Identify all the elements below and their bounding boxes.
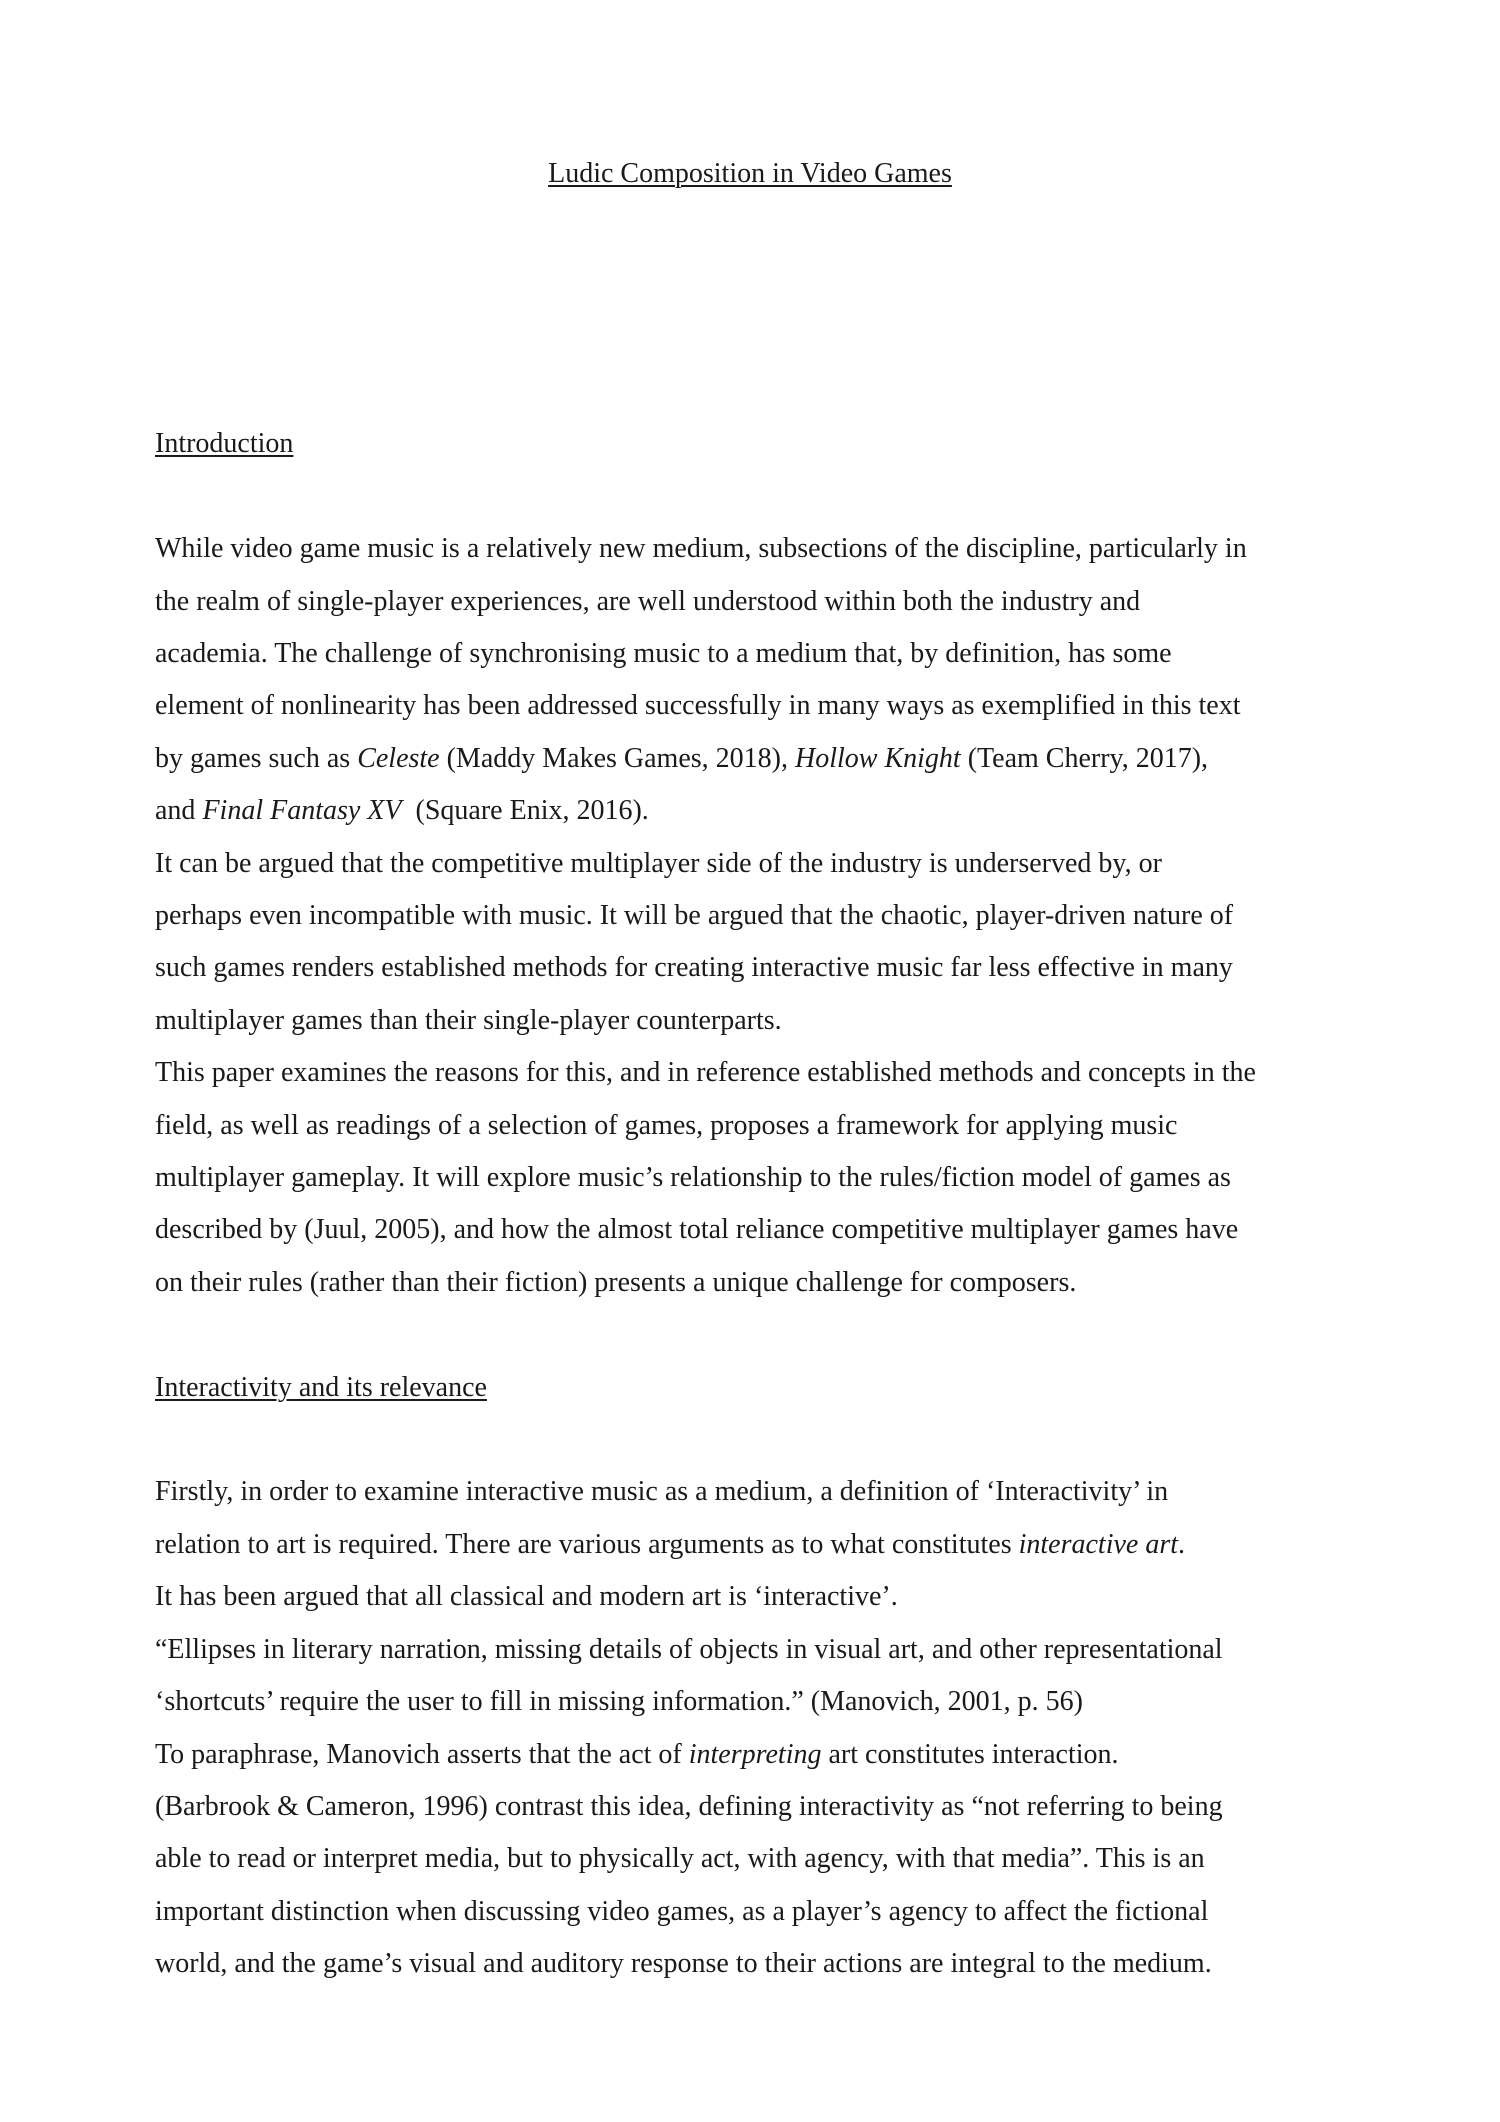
text-run: such games renders established methods for creating interactive music far less effective in many: [155, 952, 1233, 984]
document-body: [0, 148, 1500, 1991]
text-run: the realm of single-player experiences, are well understood within both the industry and: [155, 585, 1141, 617]
text-run: by games such as: [155, 742, 358, 774]
text-line: [155, 995, 1345, 1047]
text-line: [155, 628, 1345, 680]
text-run: (Square Enix, 2016).: [401, 795, 649, 827]
text-line: [155, 1519, 1345, 1571]
text-run: element of nonlinearity has been addressed successfully in many ways as exemplified in this text: [155, 690, 1241, 722]
italic-text-run: Celeste: [357, 742, 440, 774]
section-heading: Interactivity and its relevance: [155, 1371, 487, 1403]
text-line: [155, 1571, 1345, 1623]
document-title: Ludic Composition in Video Games: [548, 158, 952, 189]
paragraph: [155, 1781, 1345, 1991]
text-line: [155, 890, 1345, 942]
italic-text-run: Hollow Knight: [794, 742, 961, 774]
text-run: multiplayer games than their single-player counterparts.: [155, 1004, 782, 1036]
text-run: perhaps even incompatible with music. It will be argued that the chaotic, player-driven nature of: [155, 900, 1234, 932]
section-heading: Introduction: [155, 428, 294, 460]
text-run: academia. The challenge of synchronising music to a medium that, by definition, has some: [155, 638, 1172, 670]
text-line: [155, 785, 1345, 837]
text-line: [155, 1781, 1345, 1833]
text-line: [155, 1257, 1345, 1309]
italic-text-run: Final Fantasy XV: [202, 795, 402, 827]
text-run: art constitutes interaction.: [821, 1738, 1119, 1770]
text-run: It can be argued that the competitive multiplayer side of the industry is underserved by, or: [155, 847, 1162, 879]
text-line: [155, 1100, 1345, 1152]
text-run: This paper examines the reasons for this, and in reference established methods and concepts in the: [155, 1057, 1256, 1089]
text-run: It has been argued that all classical and modern art is ‘interactive’.: [155, 1581, 898, 1613]
text-run: (Team Cherry, 2017),: [960, 742, 1209, 774]
text-line: [155, 1886, 1345, 1938]
text-run: Firstly, in order to examine interactive music as a medium, a definition of ‘Interactivity’ in: [155, 1476, 1169, 1508]
text-line: [155, 733, 1345, 785]
text-line: [155, 942, 1345, 994]
text-line: [155, 838, 1345, 890]
text-line: [155, 1624, 1345, 1676]
text-line: [155, 523, 1345, 575]
text-run: While video game music is a relatively new medium, subsections of the discipline, particularly in: [155, 533, 1247, 565]
text-line: [155, 1729, 1345, 1781]
text-run: field, as well as readings of a selection of games, proposes a framework for applying music: [155, 1109, 1178, 1141]
paragraph: [155, 1729, 1345, 1781]
text-line: [155, 1204, 1345, 1256]
text-run: and: [155, 795, 203, 827]
text-run: (Maddy Makes Games, 2018),: [439, 742, 795, 774]
text-line: [155, 1466, 1345, 1518]
paragraph: [155, 1624, 1345, 1729]
text-run: (Barbrook & Cameron, 1996) contrast this idea, defining interactivity as “not referring to being: [155, 1790, 1223, 1822]
text-line: [155, 1833, 1345, 1885]
text-run: on their rules (rather than their fiction) presents a unique challenge for composers.: [155, 1266, 1077, 1298]
text-run: .: [1178, 1528, 1186, 1560]
text-run: world, and the game’s visual and auditory response to their actions are integral to the medium.: [155, 1948, 1212, 1980]
text-run: described by (Juul, 2005), and how the almost total reliance competitive multiplayer games have: [155, 1214, 1239, 1246]
paragraph: [155, 523, 1345, 837]
paragraph: [155, 1571, 1345, 1623]
text-line: [155, 1676, 1345, 1728]
paragraph: [155, 1047, 1345, 1309]
paragraph: [155, 1466, 1345, 1571]
text-line: [155, 1047, 1345, 1099]
text-run: relation to art is required. There are various arguments as to what constitutes: [155, 1528, 1019, 1560]
text-run: multiplayer gameplay. It will explore music’s relationship to the rules/fiction model of games as: [155, 1162, 1231, 1194]
text-line: [155, 1938, 1345, 1990]
text-run: able to read or interpret media, but to physically act, with agency, with that media”. This is an: [155, 1843, 1205, 1875]
paragraph: [155, 838, 1345, 1048]
text-run: ‘shortcuts’ require the user to fill in missing information.” (Manovich, 2001, p. 56): [155, 1686, 1083, 1718]
italic-text-run: interpreting: [688, 1738, 822, 1770]
text-line: [155, 1152, 1345, 1204]
text-run: important distinction when discussing video games, as a player’s agency to affect the fictional: [155, 1895, 1209, 1927]
text-run: To paraphrase, Manovich asserts that the act of: [155, 1738, 689, 1770]
text-run: “Ellipses in literary narration, missing details of objects in visual art, and other representational: [155, 1633, 1223, 1665]
text-line: [155, 680, 1345, 732]
italic-text-run: interactive art: [1018, 1528, 1179, 1560]
text-line: [155, 576, 1345, 628]
